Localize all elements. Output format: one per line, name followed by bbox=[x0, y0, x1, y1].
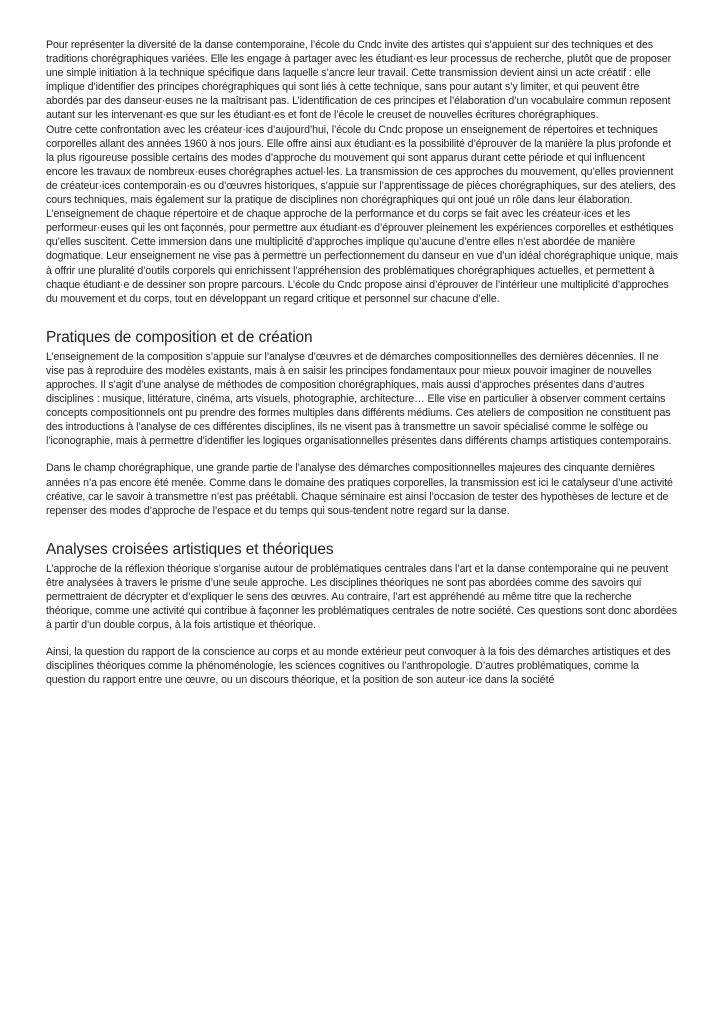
section-heading-pratiques: Pratiques de composition et de création bbox=[46, 328, 313, 346]
paragraph: Pour représenter la diversité de la danse contemporaine, l’école du Cndc invite des artistes qui s’appuient sur des techniques et des traditions chorégraphiques variées. Elle les engage à partager avec les étudiant·es leur processus de recherche, plutôt que de proposer une simple initiation à la technique spécifique dans laquelle s’ancre leur travail. Cette transmission devient ainsi un acte créatif : elle implique d’identifier des principes chorégraphiques qui sont liés à cette technique, sans pour autant s’y limiter, et qui peuvent être abordés par des danseur·euses ne la maîtrisant pas. L’identification de ces principes et l’élaboration d’un vocabulaire commun reposent autant sur les intervenant·es que sur les étudiant·es et font de l’école le creuset de nouvelles écritures chorégraphiques. bbox=[46, 39, 672, 122]
paragraph: L’enseignement de chaque répertoire et de chaque approche de la performance et du corps se fait avec les créateur·ices et les performeur·euses qui les ont façonnés, pour permettre aux étudiant·es d’éprouver pleinement les expériences corporelles et esthétiques qu’elles suscitent. Cette immersion dans une multiplicité d’approches implique qu’aucune d’entre elles n’est abordée de manière dogmatique. Leur enseignement ne vise pas à permettre un perfectionnement du danseur en vue d’un idéal chorégraphique unique, mais à offrir une pluralité d’outils corporels qui enrichissent l’appréhension des problématiques chorégraphiques actuelles, et permettent à chaque étudiant·e de dessiner son propre parcours. L’école du Cndc propose ainsi d’éprouver de l’intérieur une multiplicité d’approches du mouvement et du corps, tout en développant un regard critique et personnel sur chacune d’elle. bbox=[46, 208, 679, 305]
spacer bbox=[46, 448, 678, 461]
intro-text-block bbox=[46, 38, 678, 306]
spacer bbox=[46, 306, 678, 328]
paragraph: L’approche de la réflexion théorique s’organise autour de problématiques centrales dans l’art et la danse contemporaine qui ne peuvent être analysées à travers le prisme d’une seule approche. Les disciplines théoriques ne sont pas abordées comme des savoirs qui permettraient de décrypter et d’expliquer le sens des œuvres. Au contraire, l’art est appréhendé au même titre que la recherche théorique, comme une activité qui contribue à façonner les problématiques centrales de notre société. Ces questions sont donc abordées à partir d’un double corpus, à la fois artistique et théorique. bbox=[46, 562, 678, 632]
paragraph: Outre cette confrontation avec les créateur·ices d’aujourd’hui, l’école du Cndc propose un enseignement de répertoires et techniques corporelles allant des années 1960 à nos jours. Elle offre ainsi aux étudiant·es la possibilité d’éprouver de la manière la plus profonde et la plus rigoureuse possible certains des modes d’approche du mouvement qui sont apparus durant cette période et qui influencent encore les travaux de nombreux·euses chorégraphes actuel·les. La transmission de ces approches du mouvement, qu’elles proviennent de créateur·ices contemporain·es ou d’œuvres historiques, s’appuie sur l’apprentissage de pièces chorégraphiques, sur des ateliers, des cours techniques, mais également sur la pratique de disciplines non chorégraphiques qui ont joué un rôle dans leur élaboration. bbox=[46, 123, 676, 207]
section-analyses-body bbox=[46, 562, 678, 688]
section-heading-analyses: Analyses croisées artistiques et théoriques bbox=[46, 540, 334, 558]
paragraph: Dans le champ chorégraphique, une grande partie de l’analyse des démarches compositionnelles majeures des cinquante dernières années n’a pas encore été menée. Comme dans le domaine des pratiques corporelles, la transmission est ici le catalyseur d’une activité créative, car le savoir à transmettre n’est pas préétabli. Chaque séminaire est ainsi l’occasion de tester des hypothèses de lecture et de repenser des modes d’approche de l’espace et du temps qui sous-tendent notre regard sur la danse. bbox=[46, 462, 673, 517]
spacer bbox=[46, 518, 678, 540]
section-pratiques-body bbox=[46, 350, 678, 518]
paragraph: Ainsi, la question du rapport de la conscience au corps et au monde extérieur peut convoquer à la fois des démarches artistiques et des disciplines théoriques comme la phénoménologie, les sciences cognitives ou l’anthropologie. D’autres problématiques, comme la question du rapport entre une œuvre, ou un discours théorique, et la position de son auteur·ice dans la société bbox=[46, 646, 671, 687]
spacer bbox=[46, 632, 678, 645]
paragraph: L’enseignement de la composition s’appuie sur l’analyse d’œuvres et de démarches compositionnelles des dernières décennies. Il ne vise pas à reproduire des modèles existants, mais à en saisir les principes fondamentaux pour mieux pouvoir imaginer de nouvelles approches. Il s’agit d’une analyse de méthodes de composition chorégraphiques, mais aussi d’approches présentes dans d’autres disciplines : musique, littérature, cinéma, arts visuels, photographie, architecture… Elle vise en particulier à observer comment certains concepts compositionnels ont pu prendre des formes multiples dans différents médiums. Ces ateliers de composition ne constituent pas des introductions à l’analyse de ces différentes disciplines, ils ne visent pas à transmettre un savoir spécialisé comme le solfège ou l’iconographie, mais à permettre d’identifier les logiques organisationnelles présentes dans différents champs artistiques contemporains. bbox=[46, 350, 672, 448]
